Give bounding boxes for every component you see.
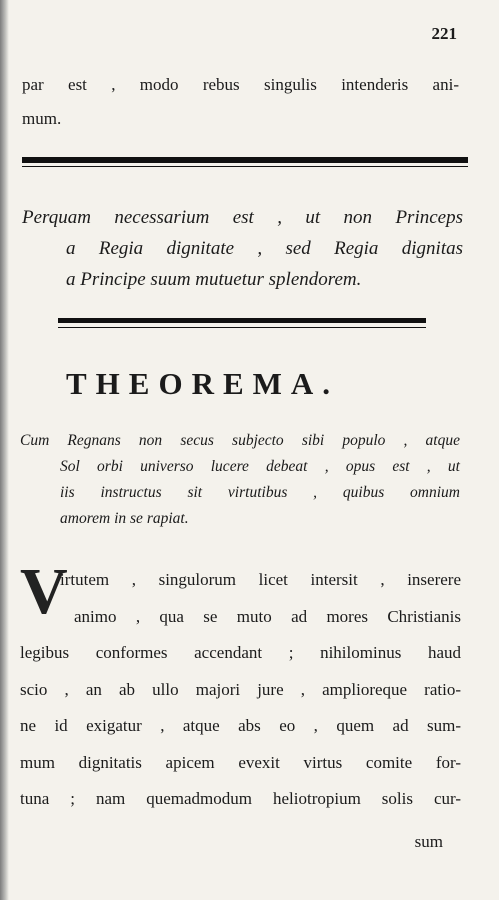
- theorem-line: Cum Regnans non secus subjecto sibi populo , atque: [20, 432, 460, 449]
- theorem-line: iis instructus sit virtutibus , quibus omnium: [60, 484, 460, 501]
- section-rule-thin: [22, 166, 468, 167]
- catchword: sum: [414, 832, 443, 851]
- body-line: ne id exigatur , atque abs eo , quem ad sum-: [20, 716, 461, 735]
- maxim-line: a Regia dignitate , sed Regia dignitas: [66, 238, 463, 259]
- theorem-line: Sol orbi universo lucere debeat , opus est , ut: [60, 458, 460, 475]
- body-line: animo , qua se muto ad mores Christianis: [74, 606, 461, 626]
- drop-cap: V: [20, 555, 68, 628]
- body-line: irtutem , singulorum licet intersit , inserere: [60, 570, 461, 589]
- theorem-line: amorem in se rapiat.: [60, 510, 189, 527]
- book-spine-shadow: [0, 0, 9, 900]
- maxim: [22, 202, 463, 295]
- theorem-heading: THEOREMA.: [66, 366, 340, 401]
- section-rule: [22, 157, 468, 163]
- body-line: tuna ; nam quemadmodum heliotropium solis cur-: [20, 789, 461, 808]
- section-rule-thin: [58, 327, 426, 328]
- body-line: scio , an ab ullo majori jure , amplioreque ratio-: [20, 679, 461, 699]
- maxim-line: Perquam necessarium est , ut non Princeps: [22, 207, 463, 228]
- section-rule: [58, 318, 426, 323]
- body-line: legibus conformes accendant ; nihilominus haud: [20, 643, 461, 662]
- body-paragraph: [20, 555, 461, 818]
- text-line: par est , modo rebus singulis intenderis ani-: [22, 75, 459, 94]
- page-number: 221: [431, 24, 457, 43]
- text-line: mum.: [22, 109, 62, 128]
- top-paragraph: [22, 68, 459, 136]
- body-line: mum dignitatis apicem evexit virtus comite for-: [20, 752, 461, 772]
- maxim-line: a Principe suum mutuetur splendorem.: [66, 269, 362, 290]
- theorem-statement: [20, 428, 460, 532]
